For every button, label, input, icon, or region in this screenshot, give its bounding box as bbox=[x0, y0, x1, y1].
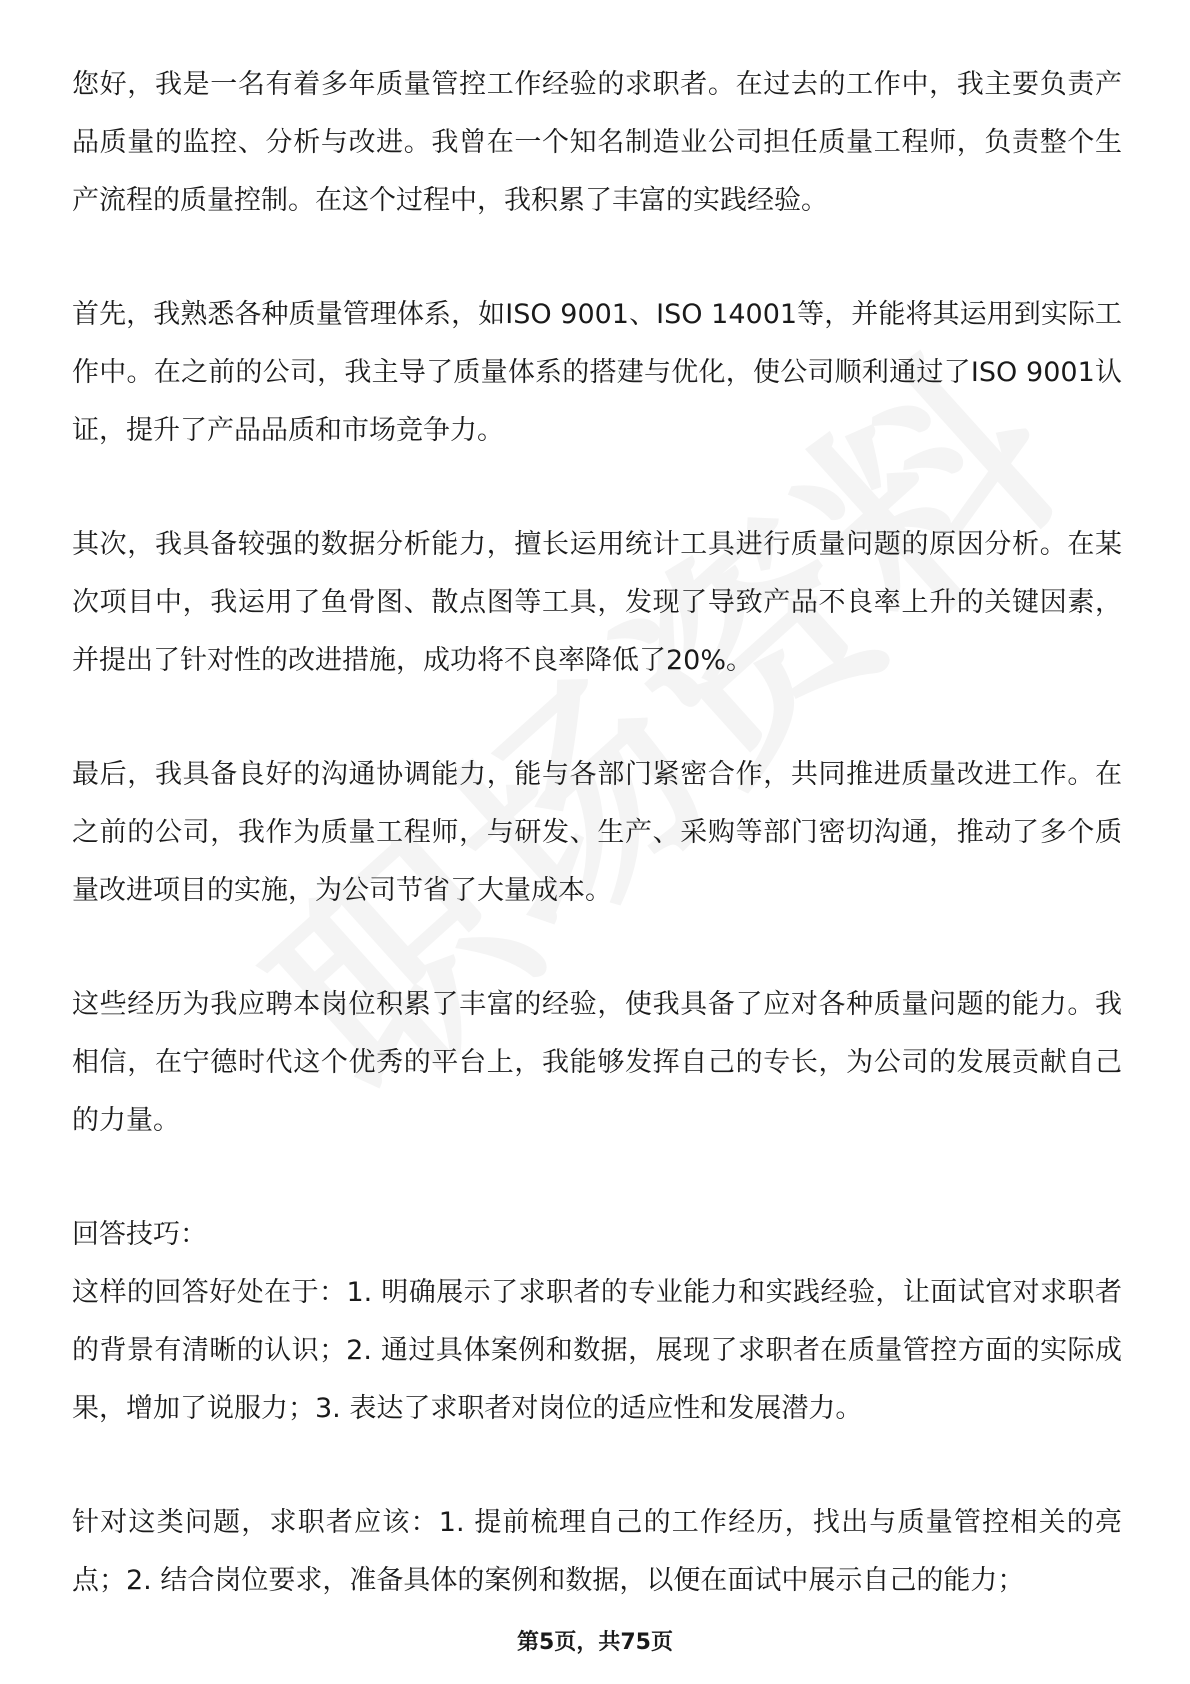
answer-paragraph-last: 最后，我具备良好的沟通协调能力，能与各部门紧密合作，共同推进质量改进工作。在之前的公司，我作为质量工程师，与研发、生产、采购等部门密切沟通，推动了多个质量改进项目的实施，为公司节省了大量成本。 bbox=[72, 759, 1122, 906]
tips-paragraph-benefits: 这样的回答好处在于：1. 明确展示了求职者的专业能力和实践经验，让面试官对求职者的背景有清晰的认识；2. 通过具体案例和数据，展现了求职者在质量管控方面的实际成果，增加了说服力；3. 表达了求职者对岗位的适应性和发展潜力。 bbox=[72, 1277, 1122, 1424]
answer-paragraph-intro: 您好，我是一名有着多年质量管控工作经验的求职者。在过去的工作中，我主要负责产品质量的监控、分析与改进。我曾在一个知名制造业公司担任质量工程师，负责整个生产流程的质量控制。在这个过程中，我积累了丰富的实践经验。 bbox=[72, 69, 1122, 216]
answer-paragraph-second: 其次，我具备较强的数据分析能力，擅长运用统计工具进行质量问题的原因分析。在某次项目中，我运用了鱼骨图、散点图等工具，发现了导致产品不良率上升的关键因素，并提出了针对性的改进措施，成功将不良率降低了20%。 bbox=[72, 529, 1122, 676]
answer-paragraph-first: 首先，我熟悉各种质量管理体系，如ISO 9001、ISO 14001等，并能将其运用到实际工作中。在之前的公司，我主导了质量体系的搭建与优化，使公司顺利通过了ISO 9001认证，提升了产品品质和市场竞争力。 bbox=[72, 299, 1122, 446]
tips-paragraph-advice: 针对这类问题，求职者应该：1. 提前梳理自己的工作经历，找出与质量管控相关的亮点；2. 结合岗位要求，准备具体的案例和数据，以便在面试中展示自己的能力； bbox=[72, 1507, 1122, 1596]
main-content bbox=[72, 56, 1122, 1610]
tips-heading: 回答技巧： bbox=[72, 1219, 207, 1250]
answer-paragraph-conclusion: 这些经历为我应聘本岗位积累了丰富的经验，使我具备了应对各种质量问题的能力。我相信，在宁德时代这个优秀的平台上，我能够发挥自己的专长，为公司的发展贡献自己的力量。 bbox=[72, 989, 1122, 1136]
page-indicator: 第5页，共75页 bbox=[517, 1630, 673, 1655]
